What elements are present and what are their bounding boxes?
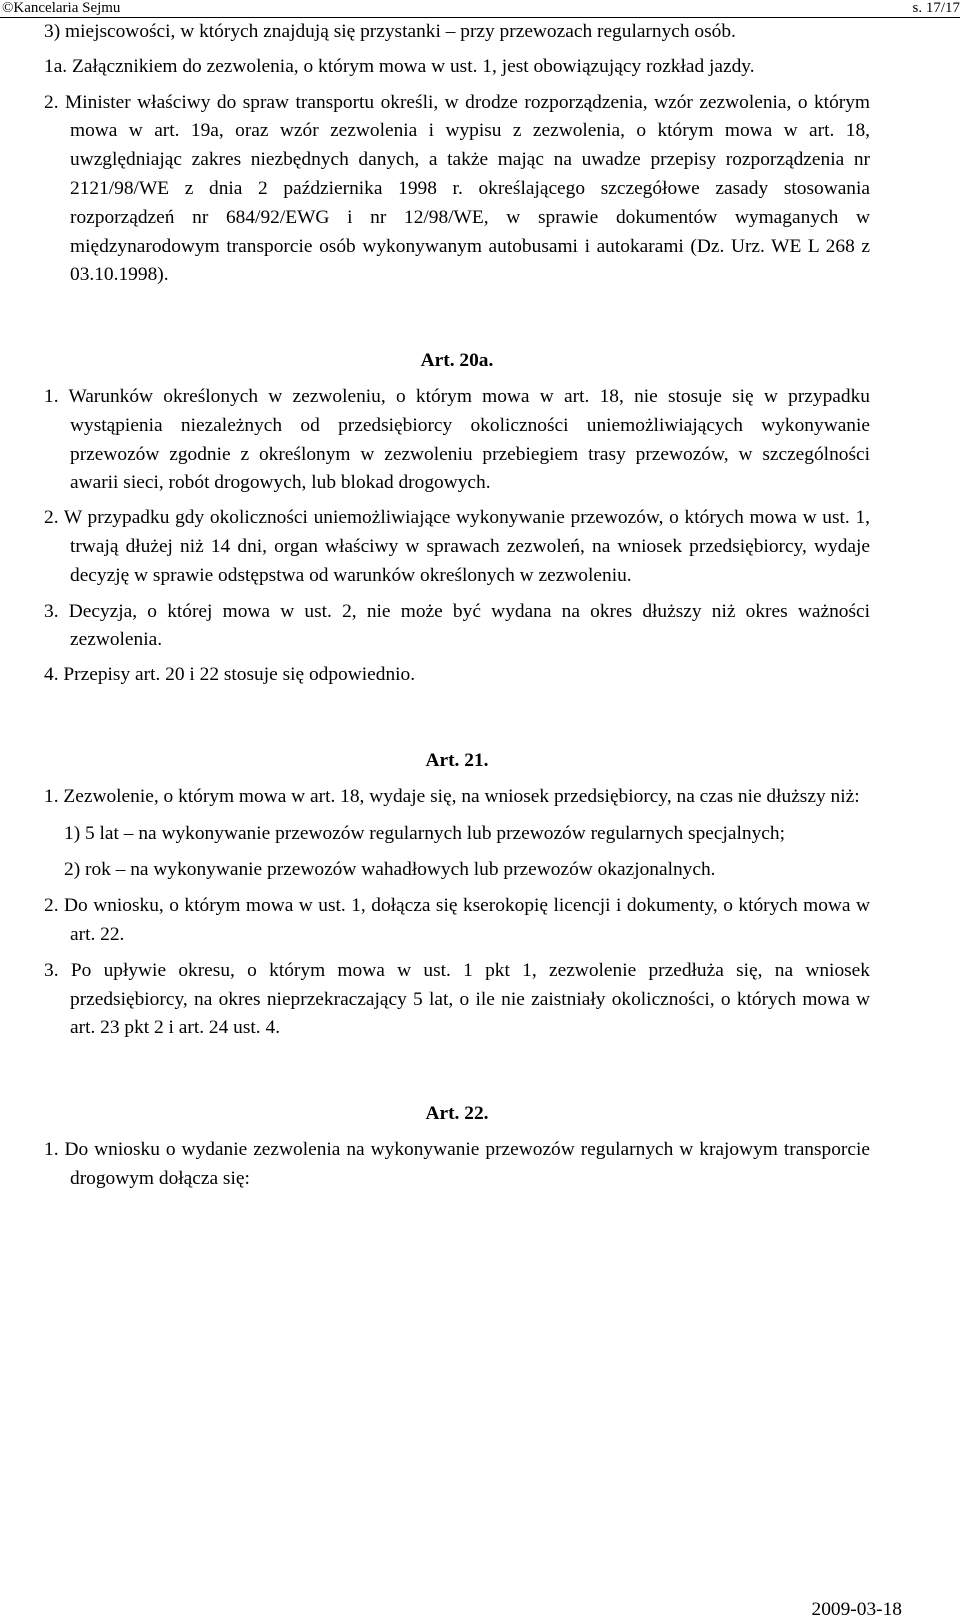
header-page-number: s. 17/17	[912, 0, 960, 16]
article-21-heading: Art. 21.	[425, 749, 489, 771]
article-21-paragraph-1: 1. Zezwolenie, o którym mowa w art. 18, wydaje się, na wniosek przedsiębiorcy, na czas nie dłuższy niż:	[44, 785, 860, 807]
header-copyright: ©Kancelaria Sejmu	[2, 0, 121, 16]
page-header	[0, 0, 960, 18]
document-body	[44, 18, 870, 1194]
article-22-heading: Art. 22.	[425, 1103, 489, 1125]
paragraph-3-continued: 3) miejscowości, w których znajdują się przystanki – przy przewozach regularnych osób.	[44, 21, 736, 42]
article-20a-paragraph-3: 3. Decyzja, o której mowa w ust. 2, nie może być wydana na okres dłuższy niż okres ważności zezwolenia.	[44, 600, 870, 651]
paragraph-2: 2. Minister właściwy do spraw transportu określi, w drodze rozporządzenia, wzór zezwolenia, o którym mowa w art. 19a, oraz wzór zezwolenia i wypisu z zezwolenia, o którym mowa w art. 18, uwzględniając zakres niezbędnych danych, a także mając na uwadze przepisy rozporządzenia nr 2121/98/WE z dnia 2 października 1998 r. określającego szczegółowe zasady stosowania rozporządzeń nr 684/92/EWG i nr 12/98/WE, w sprawie dokumentów wymaganych w międzynarodowym transporcie osób wykonywanym autobusami i autokarami (Dz. Urz. WE L 268 z 03.10.1998).	[44, 91, 870, 286]
article-22-paragraph-1: 1. Do wniosku o wydanie zezwolenia na wykonywanie przewozów regularnych w krajowym transporcie drogowym dołącza się:	[44, 1138, 870, 1189]
article-20a-heading: Art. 20a.	[420, 350, 494, 372]
article-20a-paragraph-2: 2. W przypadku gdy okoliczności uniemożliwiające wykonywanie przewozów, o których mowa w ust. 1, trwają dłużej niż 14 dni, organ właściwy w sprawach zezwoleń, na wniosek przedsiębiorcy, wydaje decyzję w sprawie odstępstwa od warunków określonych w zezwoleniu.	[44, 507, 870, 586]
paragraph-1a: 1a. Załącznikiem do zezwolenia, o którym mowa w ust. 1, jest obowiązujący rozkład jazdy.	[44, 55, 755, 77]
article-21-item-1: 1) 5 lat – na wykonywanie przewozów regularnych lub przewozów regularnych specjalnych;	[64, 822, 785, 844]
article-21-item-2: 2) rok – na wykonywanie przewozów wahadłowych lub przewozów okazjonalnych.	[64, 859, 716, 881]
footer-date: 2009-03-18	[811, 1599, 902, 1620]
article-20a-paragraph-1: 1. Warunków określonych w zezwoleniu, o którym mowa w art. 18, nie stosuje się w przypadku wystąpienia niezależnych od przedsiębiorcy okoliczności uniemożliwiających wykonywanie przewozów zgodnie z określonym w zezwoleniu przebiegiem trasy przewozów, w szczególności awarii sieci, robót drogowych, lub blokad drogowych.	[44, 385, 870, 494]
article-20a-paragraph-4: 4. Przepisy art. 20 i 22 stosuje się odpowiednio.	[44, 664, 416, 686]
article-21-paragraph-3: 3. Po upływie okresu, o którym mowa w ust. 1 pkt 1, zezwolenie przedłuża się, na wniosek przedsiębiorcy, na okres nieprzekraczający 5 lat, o ile nie zaistniały okoliczności, o których mowa w art. 23 pkt 2 i art. 24 ust. 4.	[44, 959, 870, 1039]
article-21-paragraph-2: 2. Do wniosku, o którym mowa w ust. 1, dołącza się kserokopię licencji i dokumenty, o których mowa w art. 22.	[44, 895, 870, 945]
